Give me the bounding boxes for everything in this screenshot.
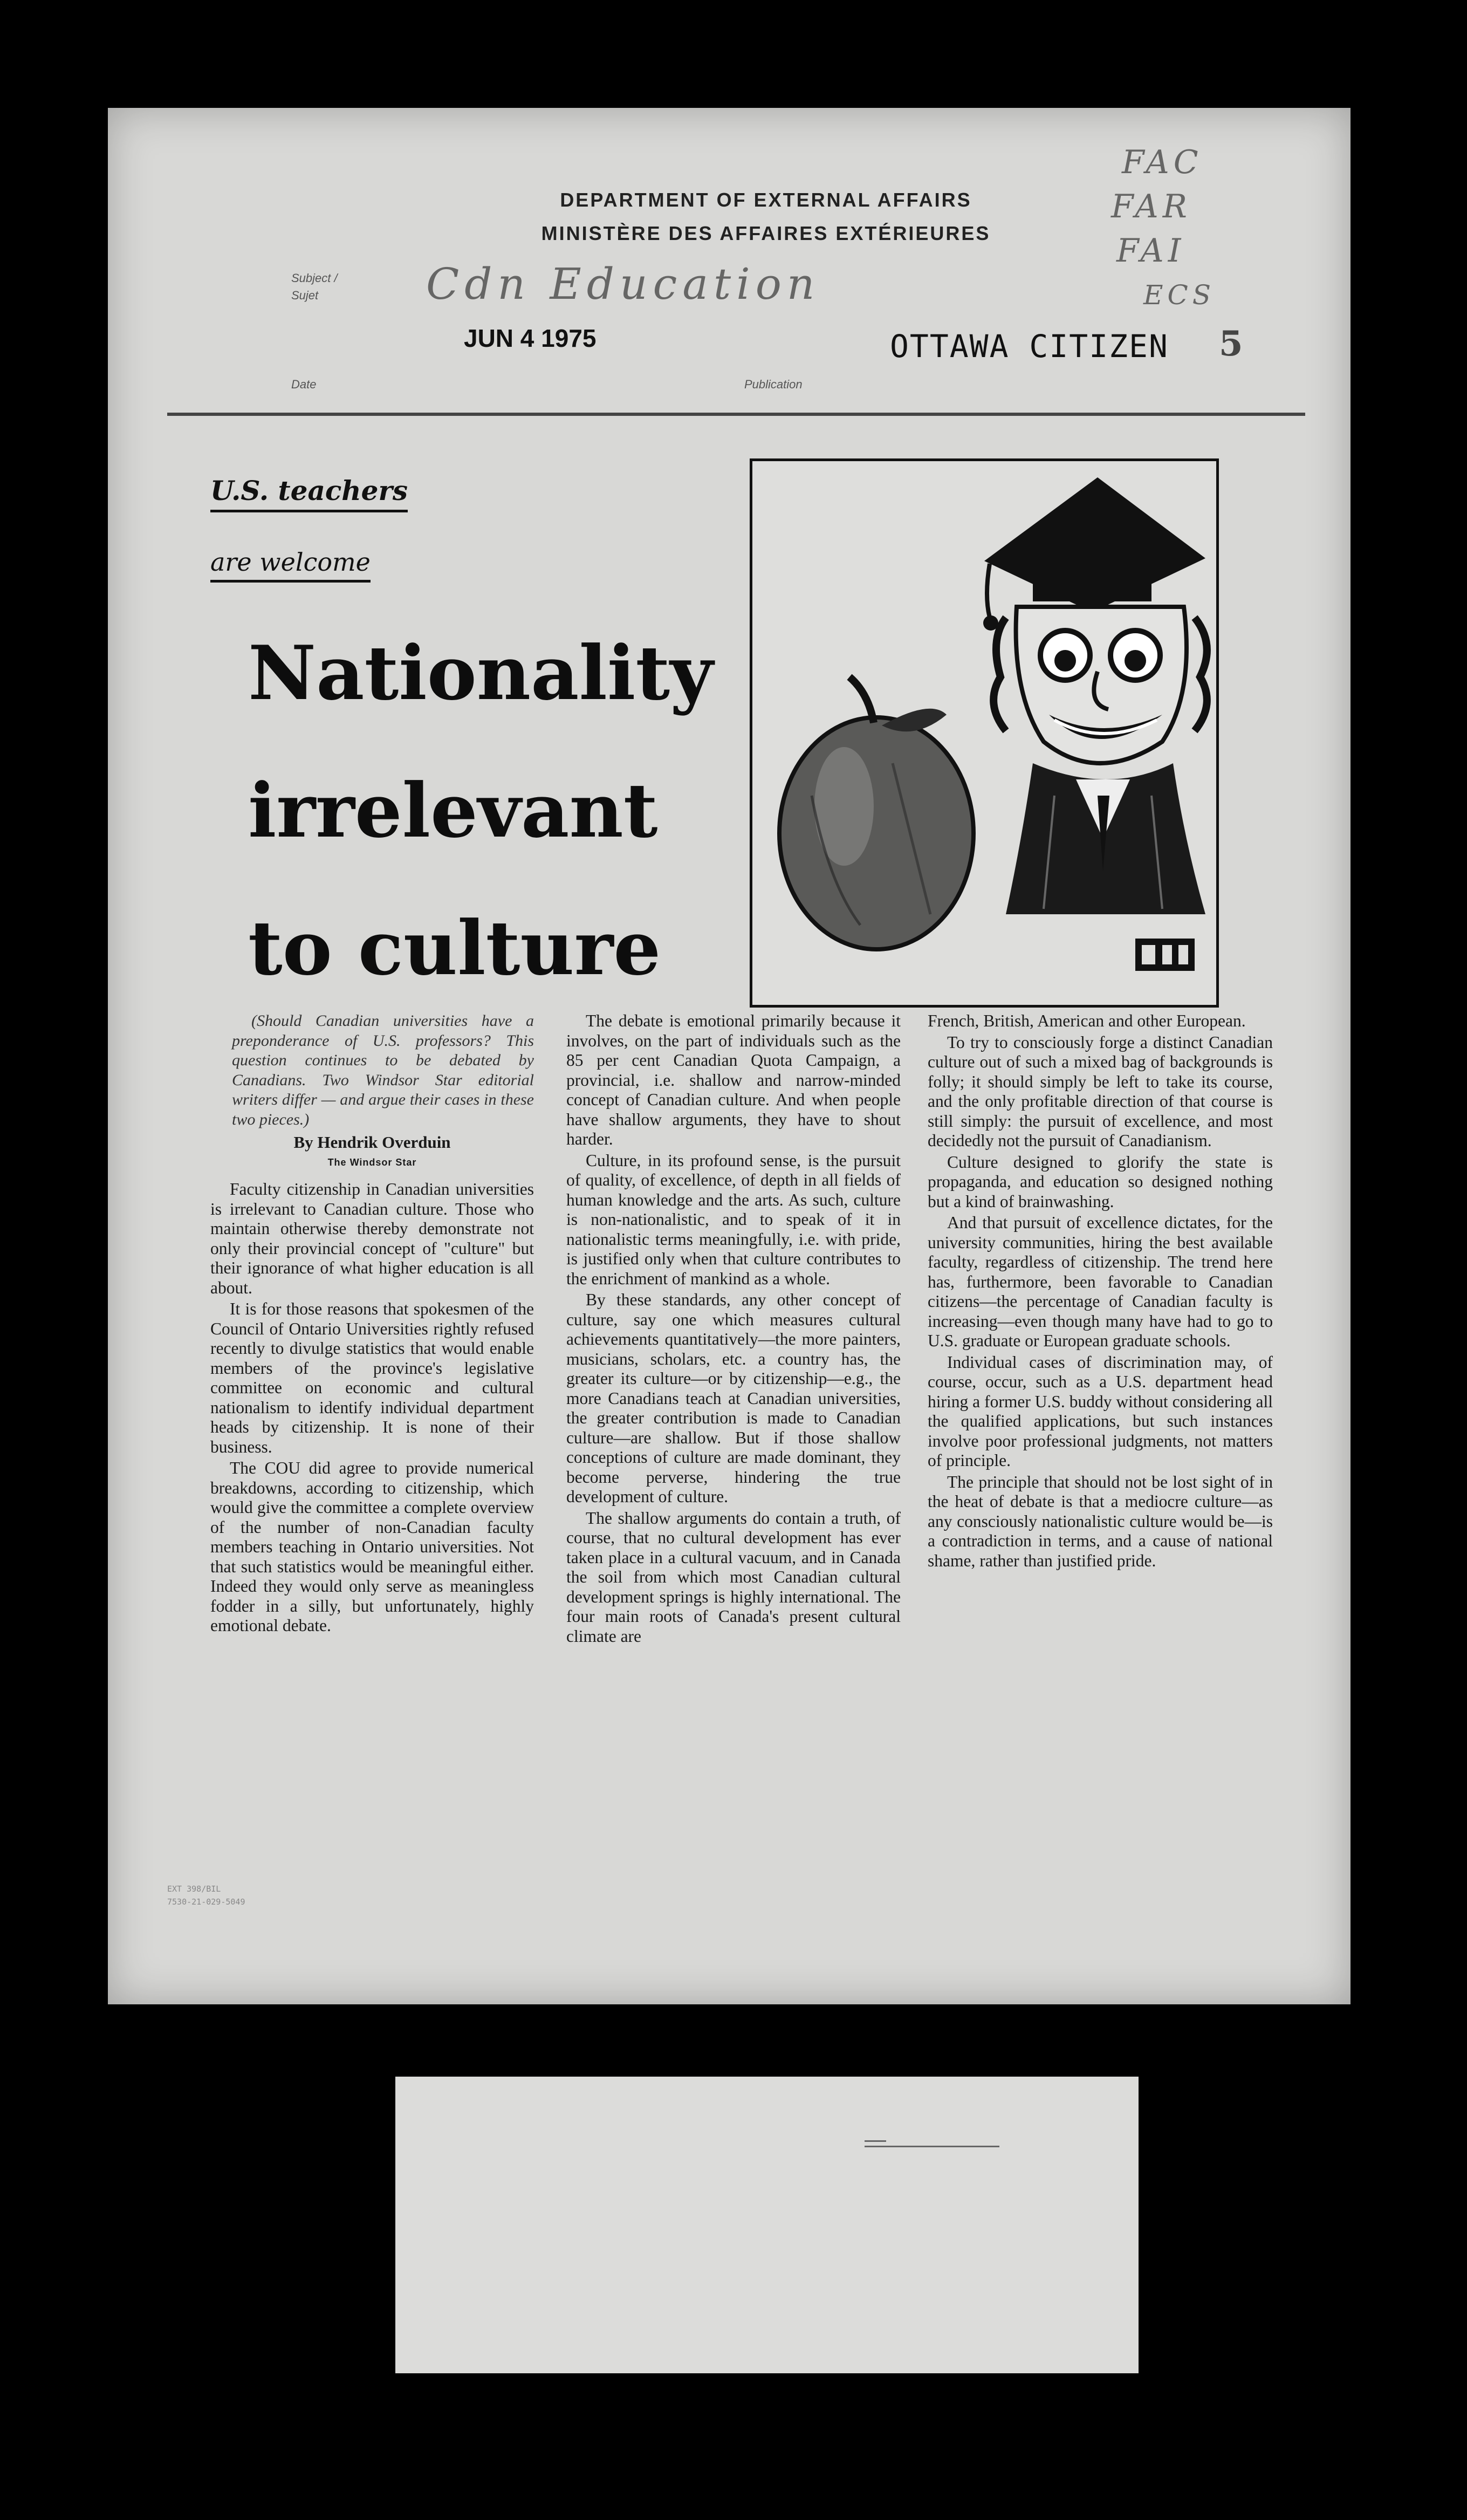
card-mark — [865, 2146, 999, 2147]
paragraph: The principle that should not be lost sight of in the heat of debate is that a mediocre culture—as any consciously nationalistic culture would be—is a contradiction in terms, and a cause of national shame, rather than justified pride. — [928, 1472, 1273, 1570]
column-2 — [566, 1011, 901, 1648]
blank-index-card — [395, 2077, 1139, 2373]
headline-line: to culture — [248, 904, 661, 992]
paragraph: Individual cases of discrimination may, of course, occur, such as a U.S. department head hiring a former U.S. buddy without considering all the qualified applications, but such instances involve poor professional judgments, not matters of principle. — [928, 1352, 1273, 1470]
routing-code: FAC — [1122, 143, 1203, 181]
paragraph: It is for those reasons that spokesmen of the Council of Ontario Universities rightly refused recently to divulge statistics that would enable members of the province's legislative committee on economic and cultural nationalism to identify individual department heads by citizenship. It is none of their business. — [210, 1299, 534, 1456]
paragraph: Faculty citizenship in Canadian universities is irrelevant to Canadian culture. Those who maintain otherwise thereby demonstrate not only their provincial concept of "culture" but their ignorance of what higher education is all about. — [210, 1180, 534, 1297]
routing-code: ECS — [1143, 279, 1216, 311]
paragraph: The COU did agree to provide numerical breakdowns, according to citizenship, which would give the committee a complete overview of the number of non-Canadian faculty members teaching in Ontario universities. Not that such statistics would be meaningful either. Indeed they would only serve as meaningless fodder in a silly, but unfortunately, highly emotional debate. — [210, 1458, 534, 1635]
professor-face-icon — [993, 607, 1207, 763]
paragraph: To try to consciously forge a distinct Canadian culture out of such a mixed bag of backgrounds is folly; it should simply be left to take its course, and the only profitable direction of that course is still simply: the pursuit of excellence, and most decidedly not the pursuit of Canadianism. — [928, 1032, 1273, 1150]
routing-code: FAI — [1116, 232, 1185, 270]
apple-icon — [779, 677, 974, 949]
headline-line: Nationality — [248, 629, 714, 717]
gown-icon — [1006, 763, 1205, 914]
paragraph: Culture designed to glorify the state is propaganda, and education so designed nothing but a kind of brainwashing. — [928, 1152, 1273, 1211]
clipping-sheet — [108, 108, 1351, 2004]
cartoonist-logo-icon — [1135, 939, 1195, 971]
subject-label: Subject / Sujet — [291, 271, 338, 302]
stamp-divider — [167, 413, 1305, 416]
department-stamp — [518, 183, 1014, 250]
byline-organization: The Windsor Star — [327, 1156, 417, 1168]
cartoon-illustration — [750, 458, 1219, 1008]
kicker-line-2: are welcome — [210, 547, 371, 583]
page-number-handwritten: 5 — [1219, 324, 1243, 364]
column-1 — [210, 1011, 534, 1638]
subject-handwritten: Cdn Education — [426, 259, 820, 309]
publication-stamp: OTTAWA CITIZEN — [890, 328, 1169, 365]
editor-intro: (Should Canadian universities have a preponderance of U.S. professors? This question continues to be debated by Canadians. Two Windsor Star editorial writers differ — and argue their cases in these two pieces.) — [232, 1012, 534, 1128]
paragraph: By these standards, any other concept of culture, say one which measures cultural achievements quantitatively—the more painters, musicians, scholars, etc. a country has, the greater its culture—or by citizenship—e.g., the more Canadians teach at Canadian universities, the greater contribution is made to Canadian culture—are shallow. But if those shallow conceptions of culture are made dominant, they become perverse, hindering the true development of culture. — [566, 1290, 901, 1506]
routing-code: FAR — [1111, 188, 1191, 225]
byline: By Hendrik Overduin — [293, 1133, 451, 1152]
paragraph: French, British, American and other European. — [928, 1011, 1246, 1030]
department-name-en: DEPARTMENT OF EXTERNAL AFFAIRS — [560, 189, 972, 211]
date-stamp: JUN 4 1975 — [464, 324, 597, 352]
column-3 — [928, 1011, 1273, 1572]
headline-line: irrelevant — [248, 766, 658, 854]
card-mark — [865, 2140, 886, 2142]
headline — [248, 604, 714, 1017]
kicker-line-1: U.S. teachers — [210, 475, 408, 512]
routing-codes — [1111, 140, 1216, 317]
paragraph: And that pursuit of excellence dictates, for the university communities, hiring the best available faculty, regardless of citizenship. The trend here has, furthermore, been favorable to Canadian citizens—the percentage of Canadian faculty is increasing—even though many have had to go to U.S. graduate or European graduate schools. — [928, 1213, 1273, 1350]
professor-apple-cartoon-icon — [752, 461, 1216, 1005]
paragraph: Culture, in its profound sense, is the pursuit of quality, of excellence, of depth in all fields of human knowledge and the arts. As such, culture is non-nationalistic, and to speak of it in nationalistic terms meaningfully, i.e. with pride, is justified only when that culture contributes to the enrichment of mankind as a whole. — [566, 1151, 901, 1288]
paragraph: The shallow arguments do contain a truth, of course, that no cultural development has ever taken place in a cultural vacuum, and in Canada the soil from which most Canadian cultural development springs is highly international. The four main roots of Canada's present cultural climate are — [566, 1508, 901, 1646]
paragraph: The debate is emotional primarily because it involves, on the part of individuals such as the 85 per cent Canadian Quota Campaign, a provincial, i.e. shallow and narrow-minded concept of Canadian culture. And when people have shallow arguments, they have to shout harder. — [566, 1011, 901, 1148]
form-number: EXT 398/BIL 7530-21-029-5049 — [167, 1884, 245, 1907]
date-label: Date — [291, 378, 317, 391]
department-name-fr: MINISTÈRE DES AFFAIRES EXTÉRIEURES — [541, 222, 991, 244]
publication-label: Publication — [744, 378, 803, 391]
